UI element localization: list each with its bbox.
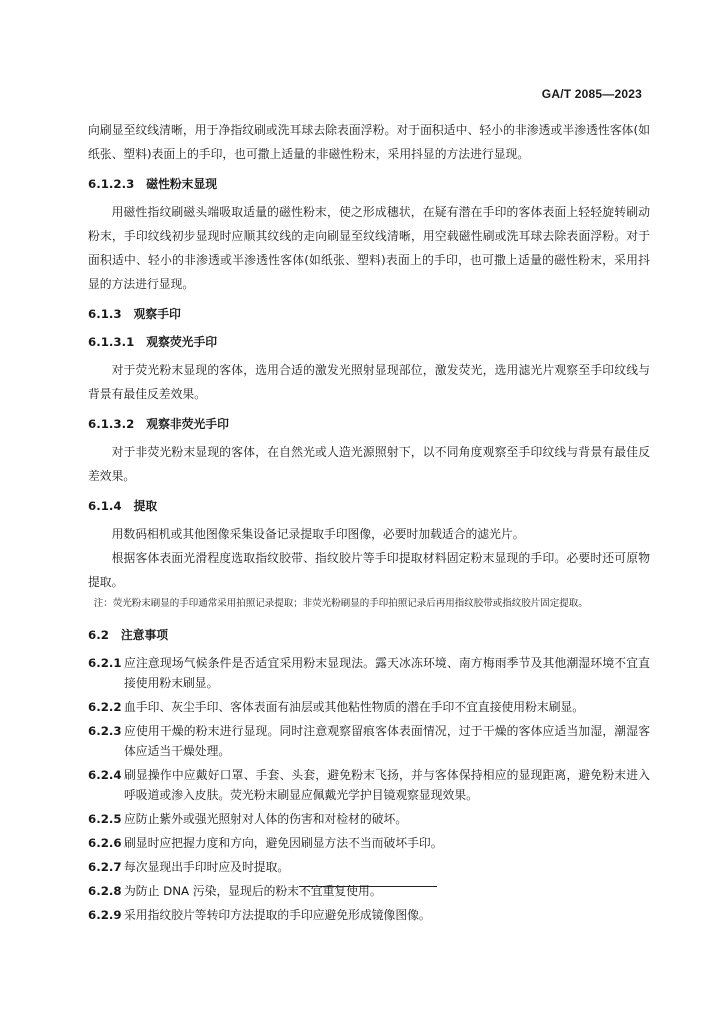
item-number: 6.2.6 [88,836,122,850]
section-title: 观察手印 [133,307,181,321]
section-number: 6.1.3.1 [88,335,135,349]
item-text: 应使用干燥的粉末进行显现。同时注意观察留痕客体表面情况，过于干燥的客体应适当加湿，潮湿客体应适当干燥处理。 [124,724,650,758]
item-text: 血手印、灰尘手印、客体表面有油层或其他粘性物质的潜在手印不宜直接使用粉末刷显。 [124,700,585,714]
section-heading-62 [88,625,650,645]
item-text: 刷显时应把握力度和方向，避免因刷显方法不当而破坏手印。 [124,836,443,850]
precautions-list [88,653,650,925]
section-heading-6131 [88,332,650,352]
item-number: 6.2.7 [88,860,122,874]
section-title: 注意事项 [120,628,169,642]
item-number: 6.2.3 [88,724,122,738]
item-text: 刷显操作中应戴好口罩、手套、头套，避免粉末飞扬，并与客体保持相应的显现距离，避免粉末进入呼吸道或渗入皮肤。荧光粉末刷显应佩戴光学护目镜观察显现效果。 [124,768,650,802]
item-text: 采用指纹胶片等转印方法提取的手印应避免形成镜像图像。 [124,908,431,922]
list-item [88,857,650,877]
paragraph-6123: 用磁性指纹刷磁头端吸取适量的磁性粉末，使之形成穗状，在疑有潜在手印的客体表面上轻轻旋转刷动粉末，手印纹线初步显现时应顺其纹线的走向刷显至纹线清晰，用空载磁性刷或洗耳球去除表面浮粉。对于面积适中、轻小的非渗透或半渗透性客体(如纸张、塑料)表面上的手印，也可撒上适量的磁性粉末，采用抖显的方法进行显现。 [88,205,650,291]
section-number: 6.1.2.3 [88,177,135,191]
list-item [88,653,650,693]
section-number: 6.1.4 [88,499,122,513]
item-text: 应防止紫外或强光照射对人体的伤害和对检材的破坏。 [124,812,408,826]
note: 注：荧光粉末刷显的手印通常采用拍照记录提取；非荧光粉刷显的手印拍照记录后再用指纹胶带或指纹胶片固定提取。 [93,598,588,609]
list-item [88,833,650,853]
section-title: 提取 [133,499,158,513]
section-number: 6.1.3 [88,307,122,321]
item-number: 6.2.2 [88,700,122,714]
item-number: 6.2.9 [88,908,122,922]
section-number: 6.2 [88,628,109,642]
item-text: 应注意现场气候条件是否适宜采用粉末显现法。露天冰冻环境、南方梅雨季节及其他潮湿环境不宜直接使用粉末刷显。 [124,656,650,690]
list-item [88,765,650,805]
item-number: 6.2.1 [88,656,122,670]
section-heading-6132 [88,414,650,434]
continued-paragraph: 向刷显至纹线清晰，用于净指纹刷或洗耳球去除表面浮粉。对于面积适中、轻小的非渗透或半渗透性客体(如纸张、塑料)表面上的手印，也可撒上适量的非磁性粉末，采用抖显的方法进行显现。 [88,123,650,161]
list-item [88,809,650,829]
section-number: 6.1.3.2 [88,417,135,431]
list-item [88,697,650,717]
paragraph-614a: 用数码相机或其他图像采集设备记录提取手印图像，必要时加载适合的滤光片。 [111,527,525,541]
list-item [88,721,650,761]
list-item [88,905,650,925]
page-content [88,118,650,929]
paragraph-6131: 对于荧光粉末显现的客体，选用合适的激发光照射显现部位，激发荧光，选用滤光片观察至手印纹线与背景有最佳反差效果。 [88,363,650,401]
item-number: 6.2.8 [88,884,122,898]
section-heading-613 [88,304,650,324]
item-number: 6.2.4 [88,768,122,782]
section-title: 观察非荧光手印 [146,417,229,431]
section-title: 观察荧光手印 [146,335,218,349]
paragraph-6132: 对于非荧光粉末显现的客体，在自然光或人造光源照射下，以不同角度观察至手印纹线与背景有最佳反差效果。 [88,445,650,483]
section-heading-614 [88,496,650,516]
end-divider [299,886,437,887]
list-item [88,881,650,901]
section-heading-6123 [88,174,650,194]
standard-code: GA/T 2085—2023 [541,87,642,101]
item-number: 6.2.5 [88,812,122,826]
section-title: 磁性粉末显现 [146,177,218,191]
item-text: 为防止 DNA 污染，显现后的粉末不宜重复使用。 [124,884,382,898]
item-text: 每次显现出手印时应及时提取。 [124,860,290,874]
paragraph-614b: 根据客体表面光滑程度选取指纹胶带、指纹胶片等手印提取材料固定粉末显现的手印。必要时还可原物提取。 [88,551,650,589]
